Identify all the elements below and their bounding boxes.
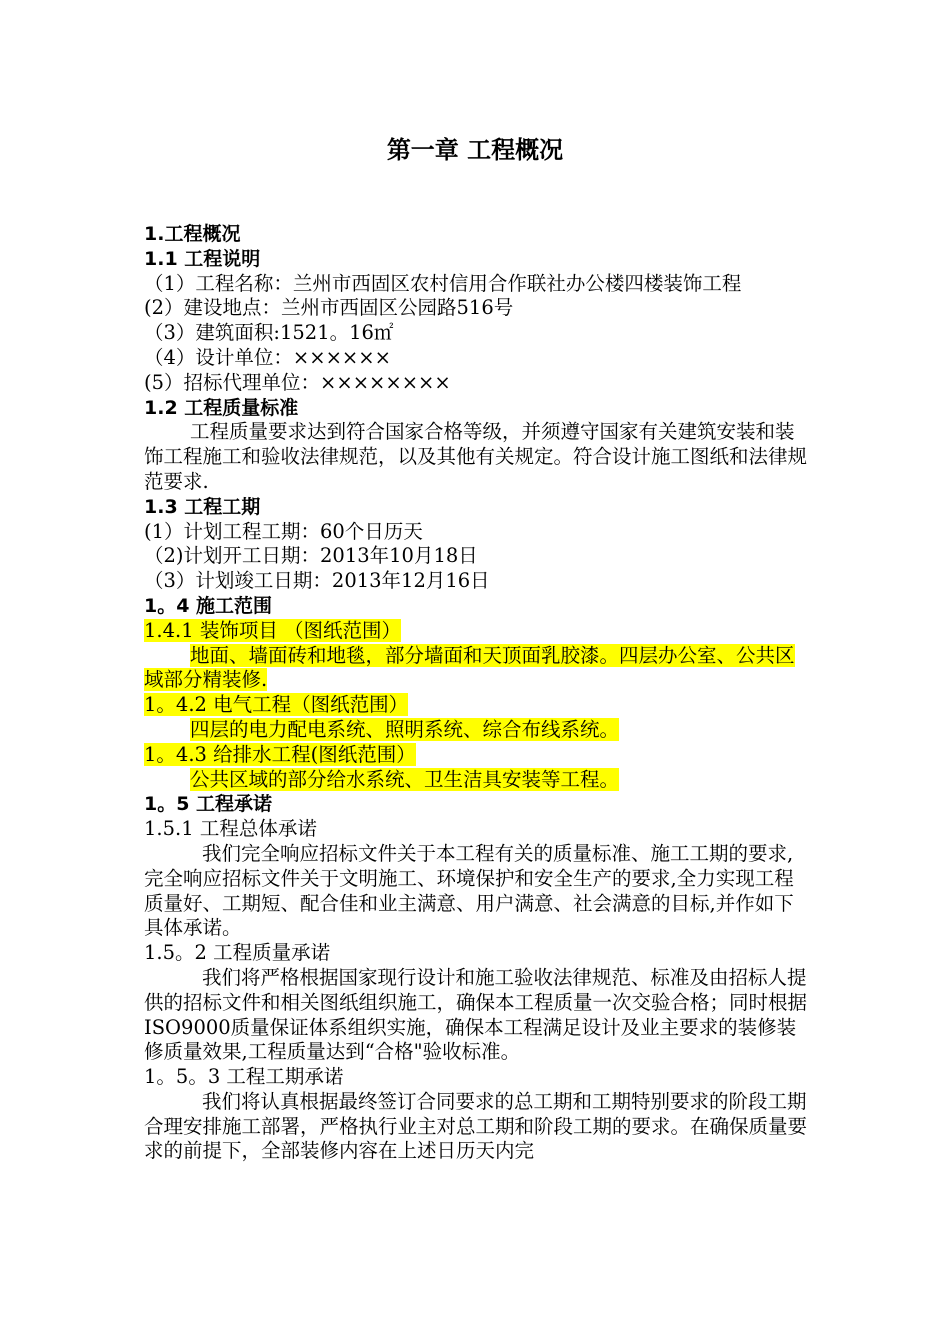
list-item: （1）工程名称：兰州市西固区农村信用合作联社办公楼四楼装饰工程 [144,271,742,295]
subsection-heading-1-5-2: 1.5。2 工程质量承诺 [144,941,331,965]
paragraph-decoration-scope: 地面、墙面砖和地毯，部分墙面和天顶面乳胶漆。四层办公室、公共区域部分精装修. [144,643,795,692]
paragraph-electrical-scope: 四层的电力配电系统、照明系统、综合布线系统。 [190,717,620,741]
document-body [144,222,809,1164]
paragraph-plumbing-scope: 公共区域的部分给水系统、卫生洁具安装等工程。 [190,767,620,791]
paragraph-schedule-commitment: 我们将认真根据最终签订合同要求的总工期和工期特别要求的阶段工期合理安排施工部署，严格执行业主对总工期和阶段工期的要求。在确保质量要求的前提下，全部装修内容在上述日历天内完 [144,1089,808,1163]
chapter-title: 第一章 工程概况 [386,136,564,164]
subsection-heading-1-4-3: 1。4.3 给排水工程(图纸范围） [144,742,416,766]
section-heading-1-4: 1。4 施工范围 [144,594,273,617]
section-heading-1-5: 1。5 工程承诺 [144,793,273,816]
list-item: (2）建设地点：兰州市西固区公园路516号 [144,296,514,320]
paragraph-overall-commitment: 我们完全响应招标文件关于本工程有关的质量标准、施工工期的要求,完全响应招标文件关于文明施工、环境保护和安全生产的要求,全力实现工程质量好、工期短、配合佳和业主满意、用户满意、社会满意的目标,并作如下具体承诺。 [144,841,794,940]
section-heading-1-3: 1.3 工程工期 [144,495,261,518]
list-item: （4）设计单位：×××××× [144,345,391,369]
list-item: （3）建筑面积:1521。16㎡ [144,321,394,345]
section-heading-1-1: 1.1 工程说明 [144,247,261,270]
subsection-heading-1-4-2: 1。4.2 电气工程（图纸范围） [144,693,409,717]
subsection-heading-1-5-3: 1。5。3 工程工期承诺 [144,1065,344,1089]
subsection-heading-1-5-1: 1.5.1 工程总体承诺 [144,817,317,841]
list-item: (1）计划工程工期：60个日历天 [144,519,423,543]
paragraph-quality-commitment: 我们将严格根据国家现行设计和施工验收法律规范、标准及由招标人提供的招标文件和相关图纸组织施工，确保本工程质量一次交验合格；同时根据ISO9000质量保证体系组织实施，确保本工程满足设计及业主要求的装修装修质量效果,工程质量达到“合格"验收标准。 [144,965,808,1064]
list-item: （2)计划开工日期：2013年10月18日 [144,544,478,568]
section-heading-1: 1.工程概况 [144,223,241,245]
section-heading-1-2: 1.2 工程质量标准 [144,396,299,419]
list-item: （3）计划竣工日期：2013年12月16日 [144,569,490,593]
subsection-heading-1-4-1: 1.4.1 装饰项目 （图纸范围） [144,618,402,642]
list-item: (5）招标代理单位：×××××××× [144,370,451,394]
paragraph-quality-standard: 工程质量要求达到符合国家合格等级，并须遵守国家有关建筑安装和装饰工程施工和验收法律规范，以及其他有关规定。符合设计施工图纸和法律规范要求. [144,420,808,493]
